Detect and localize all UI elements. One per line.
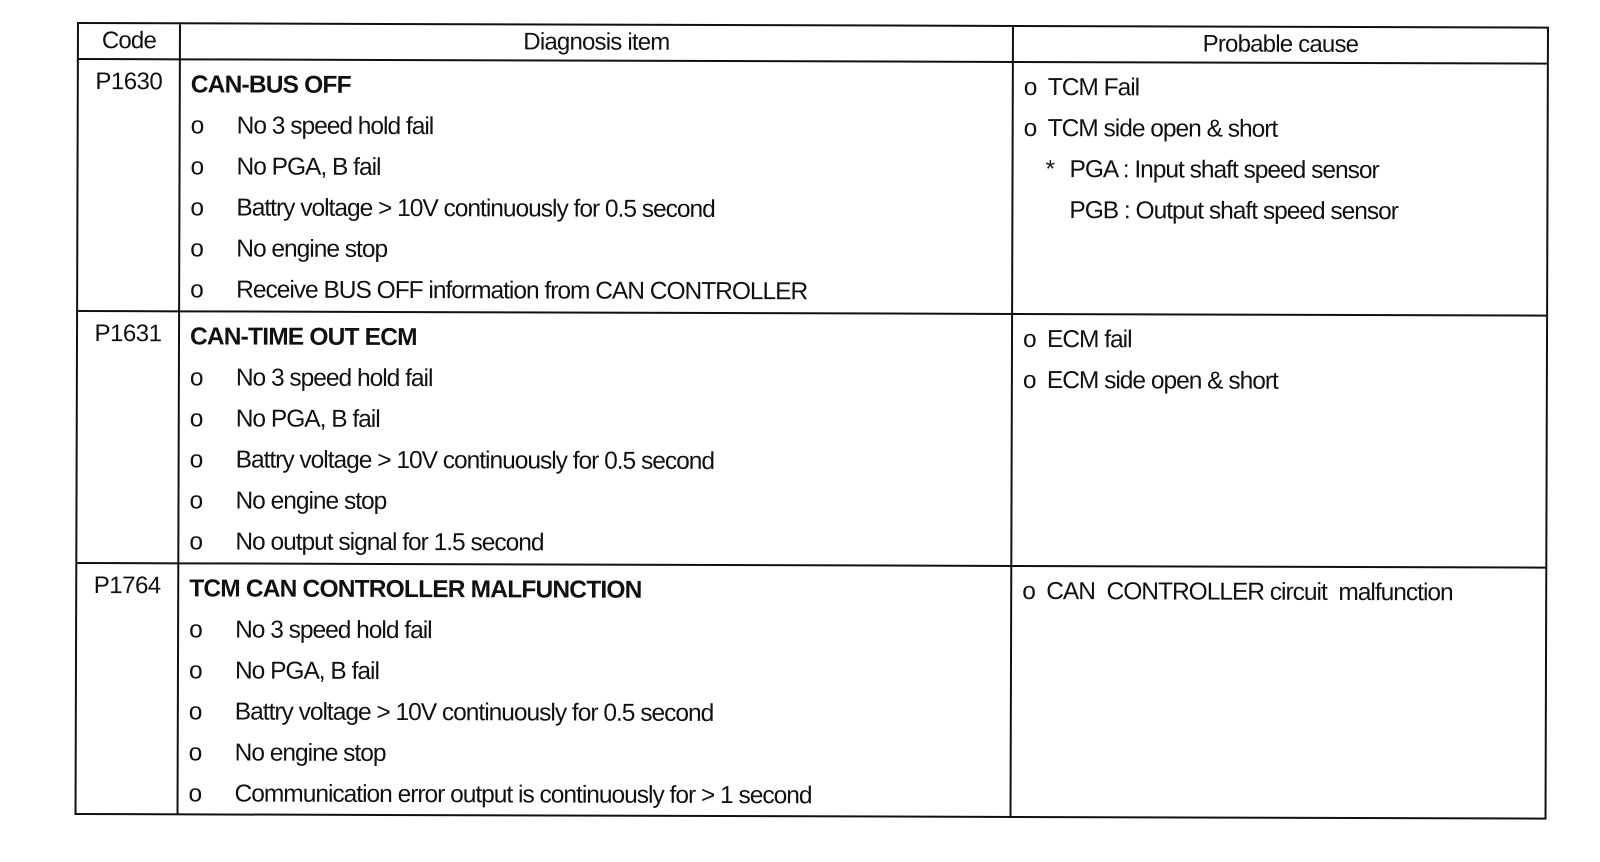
list-item <box>190 187 1011 231</box>
bullet-icon: o <box>190 194 204 222</box>
bullet-icon: o <box>190 153 204 181</box>
cause-item <box>1024 67 1547 110</box>
bullet-icon: o <box>188 657 202 685</box>
diagnosis-condition: Receive BUS OFF information from CAN CONTROLLER <box>236 276 808 306</box>
cause-note <box>1069 190 1546 232</box>
bullet-icon: o <box>188 780 202 808</box>
diagnosis-cell <box>178 311 1012 566</box>
diagnosis-condition: No 3 speed hold fail <box>235 364 433 393</box>
bullet-icon: o <box>189 616 202 644</box>
dtc-code: P1630 <box>78 59 180 311</box>
list-item <box>189 691 1010 735</box>
list-item <box>189 609 1010 653</box>
diagnosis-condition: Battry voltage > 10V continuously for 0.5 second <box>234 698 714 728</box>
diagnosis-condition: No engine stop <box>235 487 387 515</box>
list-item <box>189 480 1010 524</box>
cause-text: CAN CONTROLLER circuit malfunction <box>1046 578 1453 607</box>
bullet-icon: o <box>188 739 202 767</box>
cause-note <box>1023 149 1546 192</box>
bullet-icon: o <box>1022 577 1035 606</box>
bullet-icon: o <box>1022 325 1036 354</box>
cause-text: ECM side open & short <box>1046 367 1278 395</box>
table-row <box>77 563 1546 819</box>
bullet-icon: o <box>1022 366 1036 395</box>
bullet-icon: o <box>189 528 203 556</box>
probable-cause-cell <box>1011 566 1546 819</box>
list-item <box>190 439 1011 483</box>
list-item <box>189 650 1010 694</box>
cause-item <box>1023 319 1546 362</box>
bullet-icon: o <box>190 235 203 263</box>
dtc-table-sheet <box>75 22 1549 820</box>
diagnosis-title: TCM CAN CONTROLLER MALFUNCTION <box>189 575 642 604</box>
dtc-code: P1631 <box>77 311 179 563</box>
bullet-icon: o <box>1023 73 1037 102</box>
diagnosis-title: CAN-TIME OUT ECM <box>189 323 417 352</box>
table-header-row <box>79 24 1547 64</box>
note-text: PGB : Output shaft speed sensor <box>1069 197 1398 226</box>
diagnosis-condition: Communication error output is continuously for > 1 second <box>234 780 812 810</box>
diagnosis-cell <box>178 563 1012 817</box>
header-code: Code <box>79 24 180 59</box>
header-probable-cause: Probable cause <box>1013 27 1547 64</box>
list-item <box>190 398 1011 442</box>
bullet-icon: o <box>188 698 202 726</box>
list-item <box>190 357 1011 401</box>
list-item <box>191 105 1012 149</box>
dtc-code: P1764 <box>77 563 179 814</box>
list-item <box>190 146 1011 190</box>
diagnosis-title: CAN-BUS OFF <box>190 71 351 99</box>
bullet-icon: o <box>190 276 203 304</box>
bullet-icon: o <box>1023 114 1037 143</box>
list-item <box>189 732 1010 776</box>
probable-cause-cell <box>1011 314 1546 568</box>
header-diagnosis-item: Diagnosis item <box>180 24 1013 62</box>
bullet-icon: o <box>189 364 203 392</box>
cause-text: TCM Fail <box>1047 74 1140 102</box>
bullet-icon: o <box>189 405 203 433</box>
cause-item <box>1024 108 1547 151</box>
diagnosis-condition: No output signal for 1.5 second <box>235 528 544 557</box>
diagnosis-condition: No PGA, B fail <box>234 657 379 685</box>
cause-text: ECM fail <box>1046 326 1132 354</box>
diagnosis-condition: Battry voltage > 10V continuously for 0.5 second <box>236 194 715 224</box>
diagnosis-condition: No PGA, B fail <box>235 405 380 433</box>
table-row <box>77 311 1546 568</box>
diagnosis-condition: No engine stop <box>236 235 388 263</box>
diagnosis-condition: No 3 speed hold fail <box>236 112 434 141</box>
dtc-table <box>77 24 1547 819</box>
cause-item <box>1023 360 1546 403</box>
cause-item <box>1022 571 1545 614</box>
probable-cause-cell <box>1012 62 1547 316</box>
table-row <box>78 59 1547 316</box>
bullet-icon: o <box>189 446 203 474</box>
cause-text: TCM side open & short <box>1047 115 1278 143</box>
list-item <box>190 228 1011 272</box>
diagnosis-condition: No 3 speed hold fail <box>235 616 432 645</box>
diagnosis-cell <box>179 59 1013 314</box>
list-item <box>189 521 1010 565</box>
list-item <box>190 269 1011 313</box>
diagnosis-condition: No engine stop <box>234 739 386 767</box>
note-text: PGA : Input shaft speed sensor <box>1069 156 1379 185</box>
asterisk-icon: * <box>1045 156 1055 184</box>
list-item <box>189 773 1010 817</box>
bullet-icon: o <box>190 112 204 140</box>
diagnosis-condition: No PGA, B fail <box>236 153 381 181</box>
diagnosis-condition: Battry voltage > 10V continuously for 0.5 second <box>235 446 715 476</box>
bullet-icon: o <box>189 487 203 515</box>
